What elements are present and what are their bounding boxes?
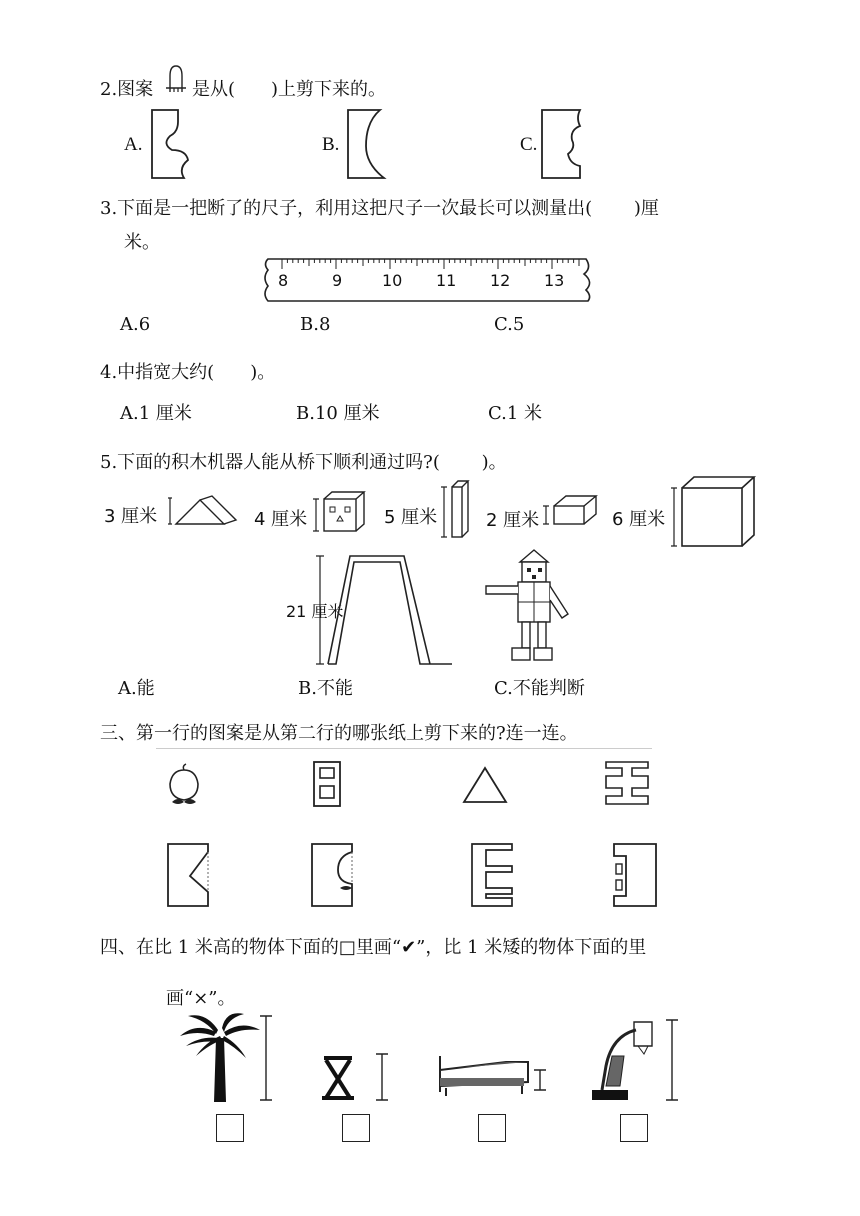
q2-option-c-label: C. (520, 134, 538, 155)
block-height-label: 4 厘米 (254, 509, 308, 530)
ruler-tick-label: 9 (332, 271, 343, 290)
q4-option-b: B.10 厘米 (296, 403, 380, 424)
peach-pattern[interactable] (164, 762, 204, 808)
q2-option-b-figure (344, 108, 388, 180)
q5-option-c: C.不能判断 (494, 678, 585, 699)
q4-option-a: A.1 厘米 (120, 403, 192, 424)
folding-stool-figure (318, 1050, 394, 1106)
triangle-pattern[interactable] (460, 764, 510, 806)
q5-option-b: B.不能 (298, 678, 353, 699)
paper-cut-window[interactable] (612, 842, 658, 908)
q2-option-a-figure (148, 108, 192, 180)
q5-text: 5.下面的积木机器人能从桥下顺利通过吗?( )。 (100, 452, 507, 473)
ruler-tick-label: 11 (436, 271, 457, 290)
block-height-label: 5 厘米 (384, 507, 438, 528)
paper-cut-peach[interactable] (310, 842, 356, 908)
palm-tree-figure (176, 1012, 280, 1106)
section-4-line1: 四、在比 1 米高的物体下面的□里画“✔”，比 1 米矮的物体下面的里 (100, 937, 647, 958)
large-block-figure (668, 474, 760, 550)
q3-option-a: A.6 (120, 314, 151, 335)
small-block-figure (542, 492, 602, 528)
bridge-height-label: 21 厘米 (286, 602, 344, 621)
ruler-tick-label: 10 (382, 271, 403, 290)
answer-box-bed[interactable] (478, 1114, 506, 1142)
answer-box-palm[interactable] (216, 1114, 244, 1142)
answer-box-hoop[interactable] (620, 1114, 648, 1142)
bridge-figure (310, 550, 460, 670)
basketball-hoop-figure (588, 1016, 688, 1106)
paper-cut-comb[interactable] (470, 842, 516, 908)
q2-option-b-label: B. (322, 134, 340, 155)
block-height-label: 3 厘米 (104, 506, 158, 527)
comb-pattern[interactable] (602, 760, 652, 806)
answer-box-stool[interactable] (342, 1114, 370, 1142)
robot-figure (482, 548, 574, 666)
q3-text-line1: 3.下面是一把断了的尺子，利用这把尺子一次最长可以测量出( )厘 (100, 198, 659, 219)
section-3-title: 三、第一行的图案是从第二行的哪张纸上剪下来的?连一连。 (100, 723, 578, 744)
q2-prefix: 2.图案 (100, 79, 154, 100)
q5-option-a: A.能 (118, 678, 155, 699)
q2-pattern-figure (162, 62, 192, 98)
section-4-line2: 画“×”。 (166, 988, 236, 1009)
ruler-tick-label: 13 (544, 271, 565, 290)
ruler-tick-label: 12 (490, 271, 511, 290)
q3-option-c: C.5 (494, 314, 525, 335)
slab-block-figure (440, 479, 476, 543)
q4-option-c: C.1 米 (488, 403, 543, 424)
section-3-rule (156, 748, 652, 749)
triangle-block-figure (166, 494, 240, 528)
q2-option-a-label: A. (124, 134, 143, 155)
ruler-tick-label: 8 (278, 271, 289, 290)
q3-option-b: B.8 (300, 314, 331, 335)
block-height-label: 2 厘米 (486, 510, 540, 531)
bed-figure (436, 1052, 552, 1100)
window-pattern[interactable] (310, 760, 344, 808)
q2-option-c-figure (540, 108, 586, 180)
q4-text: 4.中指宽大约( )。 (100, 362, 276, 383)
q3-text-line2: 米。 (124, 232, 160, 253)
q2-suffix: 是从( )上剪下来的。 (192, 79, 387, 100)
paper-cut-triangle[interactable] (166, 842, 212, 908)
block-height-label: 6 厘米 (612, 509, 666, 530)
head-block-figure (312, 489, 372, 535)
